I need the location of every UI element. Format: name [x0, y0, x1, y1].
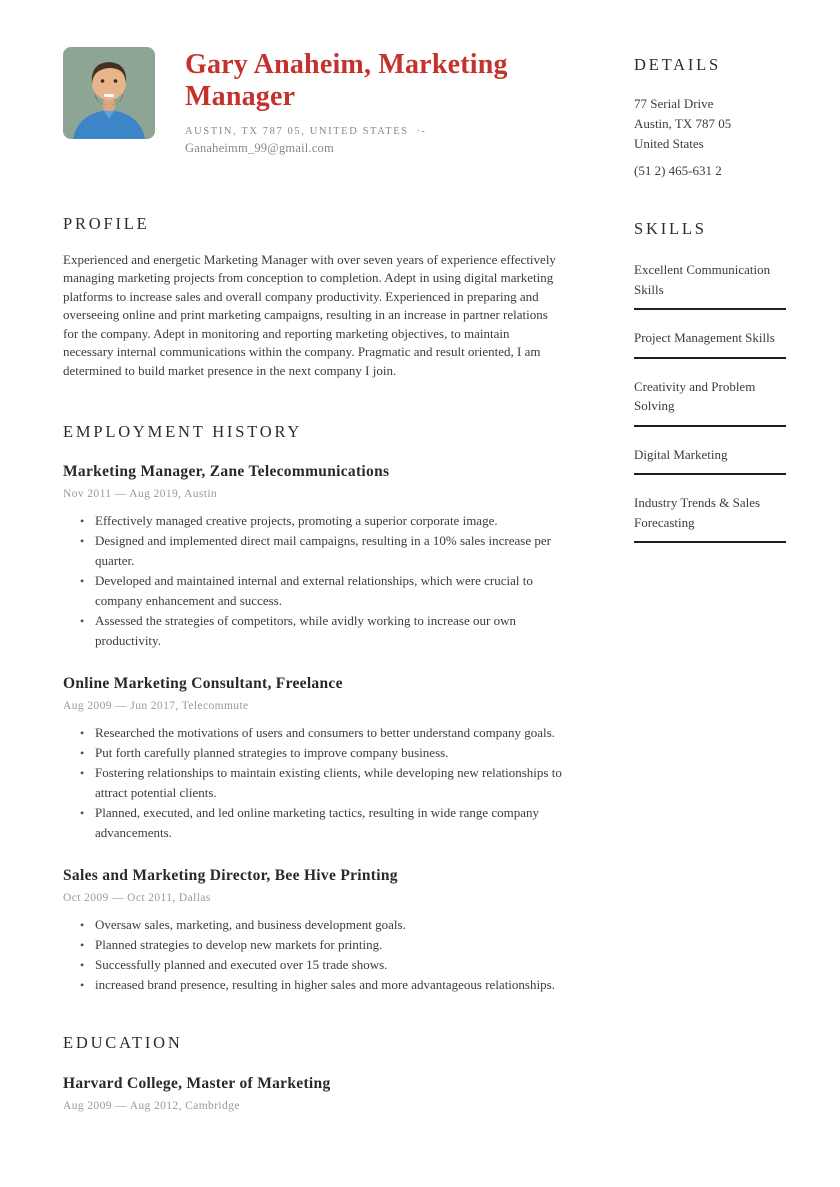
education-dates: Aug 2009 — Aug 2012, Cambridge — [63, 1100, 240, 1113]
job-bullet: • Developed and maintained internal and external relationships, which were crucial to company enhancement and success. — [95, 571, 563, 611]
skill-label: Project Management Skills — [634, 330, 775, 345]
job-bullet-list — [63, 915, 563, 995]
skills-section — [634, 219, 786, 543]
contact-email[interactable]: Ganaheimm_99@gmail.com — [185, 140, 334, 155]
skill-level-bar — [634, 541, 786, 543]
education-section — [63, 1033, 563, 1112]
skills-list — [634, 260, 786, 543]
job-title: Online Marketing Consultant, Freelance — [63, 675, 343, 693]
address-line: United States — [634, 136, 704, 151]
job-dates: Oct 2009 — Oct 2011, Dallas — [63, 892, 211, 905]
skills-heading: SKILLS — [634, 219, 707, 238]
contact-address-text: AUSTIN, TX 787 05, UNITED STATES — [185, 125, 409, 137]
skill-item — [634, 377, 786, 427]
employment-section — [63, 422, 563, 995]
skill-level-bar — [634, 425, 786, 427]
profile-photo-illustration — [63, 47, 155, 139]
job-bullet-list — [63, 723, 563, 843]
sidebar-column — [634, 55, 786, 561]
candidate-name: Gary Anaheim, Marketing Manager — [185, 49, 508, 113]
skill-item — [634, 445, 786, 476]
skill-label: Industry Trends & Sales Forecasting — [634, 495, 761, 530]
skill-level-bar — [634, 357, 786, 359]
employment-heading: EMPLOYMENT HISTORY — [63, 422, 303, 442]
job-entry — [63, 675, 563, 843]
job-bullet: • Oversaw sales, marketing, and business development goals. — [95, 915, 563, 935]
job-bullet: • Researched the motivations of users and consumers to better understand company goals. — [95, 723, 563, 743]
skill-level-bar — [634, 308, 786, 310]
header-text-block — [185, 47, 545, 156]
profile-heading: PROFILE — [63, 213, 150, 233]
profile-text: Experienced and energetic Marketing Manager with over seven years of experience effectively managing marketing projects from conception to completion. Adept in using digital marketing platforms to increase sales and overall company productivity. Experienced in preparing and overseeing online and print marketing campaigns, resulting in an increase in partner relations for the company. Adept in monitoring and reporting marketing objectives, to maintain necessary internal communications within the company. Pragmatic and result oriented, I am determined to build market presence in the next company I join. — [63, 251, 556, 378]
skill-item — [634, 260, 786, 310]
job-bullet: • Effectively managed creative projects, promoting a superior corporate image. — [95, 511, 563, 531]
profile-section — [63, 214, 563, 381]
job-entry — [63, 463, 563, 651]
address-line: 77 Serial Drive — [634, 96, 714, 111]
job-bullet: • Assessed the strategies of competitors, while avidly working to increase our own productivity. — [95, 611, 563, 651]
contact-address-line — [185, 126, 545, 137]
job-bullet: • Planned, executed, and led online marketing tactics, resulting in wide range company advancements. — [95, 803, 563, 843]
skill-item — [634, 493, 786, 543]
details-heading: DETAILS — [634, 55, 722, 74]
contact-separator: ·- — [416, 125, 426, 137]
education-title: Harvard College, Master of Marketing — [63, 1075, 331, 1093]
phone-number: (51 2) 465-631 2 — [634, 163, 722, 178]
job-bullet: • Designed and implemented direct mail campaigns, resulting in a 10% sales increase per quarter. — [95, 531, 563, 571]
skill-label: Digital Marketing — [634, 446, 728, 462]
profile-photo — [63, 47, 155, 139]
job-dates: Nov 2011 — Aug 2019, Austin — [63, 488, 218, 501]
resume-header — [63, 47, 563, 156]
details-address-block — [634, 94, 786, 179]
details-section — [634, 55, 786, 179]
job-bullet: • Fostering relationships to maintain existing clients, while developing new relationships to attract potential clients. — [95, 763, 563, 803]
job-bullet: • increased brand presence, resulting in higher sales and more advantageous relationships. — [95, 975, 563, 995]
job-dates: Aug 2009 — Jun 2017, Telecommute — [63, 700, 249, 713]
skill-level-bar — [634, 473, 786, 475]
job-bullet-list — [63, 511, 563, 651]
education-heading: EDUCATION — [63, 1033, 183, 1053]
job-bullet: • Planned strategies to develop new markets for printing. — [95, 935, 563, 955]
skill-label: Excellent Communication Skills — [634, 262, 771, 297]
main-column — [63, 47, 563, 1112]
job-entry — [63, 867, 563, 995]
address-line: Austin, TX 787 05 — [634, 116, 732, 131]
job-title: Sales and Marketing Director, Bee Hive Printing — [63, 867, 398, 885]
skill-label: Creativity and Problem Solving — [634, 378, 756, 413]
education-entry — [63, 1075, 563, 1112]
skill-item — [634, 328, 786, 359]
job-bullet: • Successfully planned and executed over 15 trade shows. — [95, 955, 563, 975]
job-bullet: • Put forth carefully planned strategies to improve company business. — [95, 743, 563, 763]
job-title: Marketing Manager, Zane Telecommunications — [63, 463, 390, 481]
